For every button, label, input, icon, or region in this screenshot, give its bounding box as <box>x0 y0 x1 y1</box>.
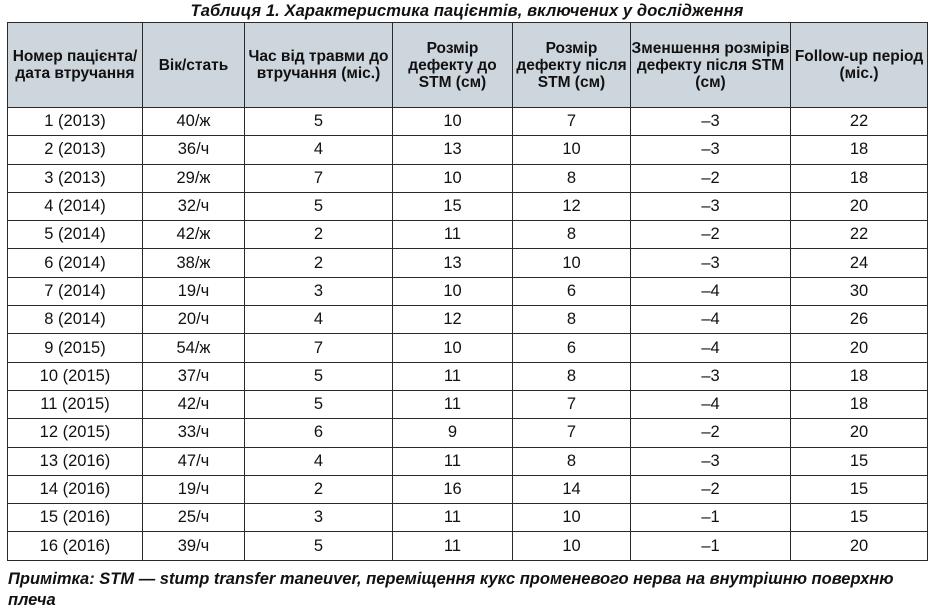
cell-patient-number: 8 (2014) <box>8 306 143 334</box>
cell-time-from-injury: 3 <box>245 504 393 532</box>
patient-characteristics-table <box>7 22 928 561</box>
cell-defect-reduction: –3 <box>631 362 791 390</box>
cell-patient-number: 9 (2015) <box>8 334 143 362</box>
cell-defect-before: 11 <box>393 447 513 475</box>
cell-defect-before: 13 <box>393 249 513 277</box>
cell-follow-up: 18 <box>791 164 928 192</box>
cell-follow-up: 18 <box>791 136 928 164</box>
cell-defect-after: 8 <box>513 306 631 334</box>
cell-defect-before: 10 <box>393 108 513 136</box>
cell-patient-number: 4 (2014) <box>8 192 143 220</box>
cell-patient-number: 6 (2014) <box>8 249 143 277</box>
cell-patient-number: 5 (2014) <box>8 221 143 249</box>
table-row <box>8 419 928 447</box>
header-defect-reduction: Зменшення розмірів дефекту після STM (см) <box>631 23 791 108</box>
cell-age-sex: 37/ч <box>143 362 245 390</box>
cell-patient-number: 3 (2013) <box>8 164 143 192</box>
cell-time-from-injury: 3 <box>245 277 393 305</box>
cell-defect-after: 10 <box>513 532 631 560</box>
cell-defect-after: 8 <box>513 164 631 192</box>
table-row <box>8 277 928 305</box>
cell-time-from-injury: 2 <box>245 249 393 277</box>
cell-follow-up: 30 <box>791 277 928 305</box>
table-header-row <box>8 23 928 108</box>
table-row <box>8 362 928 390</box>
cell-time-from-injury: 4 <box>245 447 393 475</box>
cell-age-sex: 38/ж <box>143 249 245 277</box>
cell-age-sex: 29/ж <box>143 164 245 192</box>
cell-age-sex: 47/ч <box>143 447 245 475</box>
table-row <box>8 108 928 136</box>
header-age-sex: Вік/стать <box>143 23 245 108</box>
cell-age-sex: 19/ч <box>143 475 245 503</box>
cell-follow-up: 15 <box>791 447 928 475</box>
cell-defect-reduction: –1 <box>631 504 791 532</box>
table-row <box>8 504 928 532</box>
cell-time-from-injury: 4 <box>245 136 393 164</box>
cell-follow-up: 18 <box>791 390 928 418</box>
cell-defect-after: 7 <box>513 419 631 447</box>
cell-defect-before: 16 <box>393 475 513 503</box>
cell-defect-before: 11 <box>393 221 513 249</box>
cell-defect-after: 14 <box>513 475 631 503</box>
cell-defect-reduction: –3 <box>631 136 791 164</box>
cell-time-from-injury: 2 <box>245 221 393 249</box>
table-row <box>8 447 928 475</box>
cell-patient-number: 13 (2016) <box>8 447 143 475</box>
cell-defect-before: 10 <box>393 277 513 305</box>
cell-patient-number: 12 (2015) <box>8 419 143 447</box>
cell-time-from-injury: 7 <box>245 334 393 362</box>
cell-defect-reduction: –2 <box>631 475 791 503</box>
table-row <box>8 136 928 164</box>
cell-age-sex: 25/ч <box>143 504 245 532</box>
cell-patient-number: 11 (2015) <box>8 390 143 418</box>
cell-time-from-injury: 2 <box>245 475 393 503</box>
cell-time-from-injury: 5 <box>245 390 393 418</box>
cell-defect-before: 11 <box>393 390 513 418</box>
cell-patient-number: 7 (2014) <box>8 277 143 305</box>
cell-time-from-injury: 7 <box>245 164 393 192</box>
header-time-from-injury: Час від травми до втручання (міс.) <box>245 23 393 108</box>
header-defect-before: Розмір дефекту до STM (см) <box>393 23 513 108</box>
cell-time-from-injury: 5 <box>245 108 393 136</box>
table-row <box>8 192 928 220</box>
cell-follow-up: 20 <box>791 532 928 560</box>
cell-defect-reduction: –3 <box>631 249 791 277</box>
cell-defect-reduction: –1 <box>631 532 791 560</box>
cell-age-sex: 54/ж <box>143 334 245 362</box>
cell-time-from-injury: 6 <box>245 419 393 447</box>
cell-defect-after: 10 <box>513 504 631 532</box>
header-defect-after: Розмір дефекту після STM (см) <box>513 23 631 108</box>
cell-patient-number: 2 (2013) <box>8 136 143 164</box>
cell-follow-up: 20 <box>791 419 928 447</box>
cell-age-sex: 42/ж <box>143 221 245 249</box>
cell-time-from-injury: 5 <box>245 532 393 560</box>
cell-age-sex: 20/ч <box>143 306 245 334</box>
cell-defect-reduction: –4 <box>631 306 791 334</box>
cell-age-sex: 33/ч <box>143 419 245 447</box>
cell-follow-up: 20 <box>791 334 928 362</box>
cell-follow-up: 15 <box>791 504 928 532</box>
cell-patient-number: 14 (2016) <box>8 475 143 503</box>
cell-defect-reduction: –3 <box>631 447 791 475</box>
cell-defect-reduction: –3 <box>631 108 791 136</box>
cell-age-sex: 39/ч <box>143 532 245 560</box>
cell-defect-reduction: –2 <box>631 221 791 249</box>
cell-defect-after: 8 <box>513 362 631 390</box>
cell-defect-before: 12 <box>393 306 513 334</box>
cell-defect-reduction: –4 <box>631 277 791 305</box>
cell-defect-before: 11 <box>393 362 513 390</box>
cell-defect-before: 11 <box>393 532 513 560</box>
cell-defect-after: 10 <box>513 136 631 164</box>
cell-follow-up: 18 <box>791 362 928 390</box>
cell-age-sex: 42/ч <box>143 390 245 418</box>
cell-follow-up: 22 <box>791 221 928 249</box>
cell-defect-reduction: –3 <box>631 192 791 220</box>
table-row <box>8 221 928 249</box>
cell-defect-after: 8 <box>513 221 631 249</box>
cell-defect-before: 10 <box>393 164 513 192</box>
cell-defect-reduction: –2 <box>631 164 791 192</box>
table-caption: Таблиця 1. Характеристика пацієнтів, включених у дослідження <box>190 2 744 20</box>
table-row <box>8 475 928 503</box>
cell-defect-before: 15 <box>393 192 513 220</box>
header-patient-number: Номер пацієнта/ дата втручання <box>8 23 143 108</box>
cell-age-sex: 36/ч <box>143 136 245 164</box>
cell-time-from-injury: 5 <box>245 192 393 220</box>
cell-age-sex: 40/ж <box>143 108 245 136</box>
cell-defect-after: 6 <box>513 277 631 305</box>
cell-age-sex: 19/ч <box>143 277 245 305</box>
cell-defect-after: 12 <box>513 192 631 220</box>
cell-defect-before: 10 <box>393 334 513 362</box>
cell-age-sex: 32/ч <box>143 192 245 220</box>
table-row <box>8 390 928 418</box>
cell-patient-number: 10 (2015) <box>8 362 143 390</box>
table-row <box>8 532 928 560</box>
cell-defect-after: 7 <box>513 390 631 418</box>
cell-follow-up: 22 <box>791 108 928 136</box>
cell-defect-after: 7 <box>513 108 631 136</box>
cell-defect-before: 13 <box>393 136 513 164</box>
cell-defect-before: 9 <box>393 419 513 447</box>
cell-patient-number: 15 (2016) <box>8 504 143 532</box>
cell-follow-up: 24 <box>791 249 928 277</box>
table-row <box>8 249 928 277</box>
cell-defect-reduction: –4 <box>631 390 791 418</box>
table-row <box>8 334 928 362</box>
cell-patient-number: 16 (2016) <box>8 532 143 560</box>
cell-patient-number: 1 (2013) <box>8 108 143 136</box>
cell-defect-after: 8 <box>513 447 631 475</box>
cell-time-from-injury: 5 <box>245 362 393 390</box>
cell-defect-reduction: –2 <box>631 419 791 447</box>
cell-time-from-injury: 4 <box>245 306 393 334</box>
cell-defect-before: 11 <box>393 504 513 532</box>
table-note: Примітка: STM — stump transfer maneuver, переміщення кукс променевого нерва на внутрішню поверхню плеча <box>8 570 894 609</box>
cell-defect-after: 6 <box>513 334 631 362</box>
cell-follow-up: 20 <box>791 192 928 220</box>
cell-follow-up: 26 <box>791 306 928 334</box>
cell-defect-reduction: –4 <box>631 334 791 362</box>
cell-defect-after: 10 <box>513 249 631 277</box>
table-row <box>8 164 928 192</box>
cell-follow-up: 15 <box>791 475 928 503</box>
header-follow-up: Follow-up період (міс.) <box>791 23 928 108</box>
table-row <box>8 306 928 334</box>
